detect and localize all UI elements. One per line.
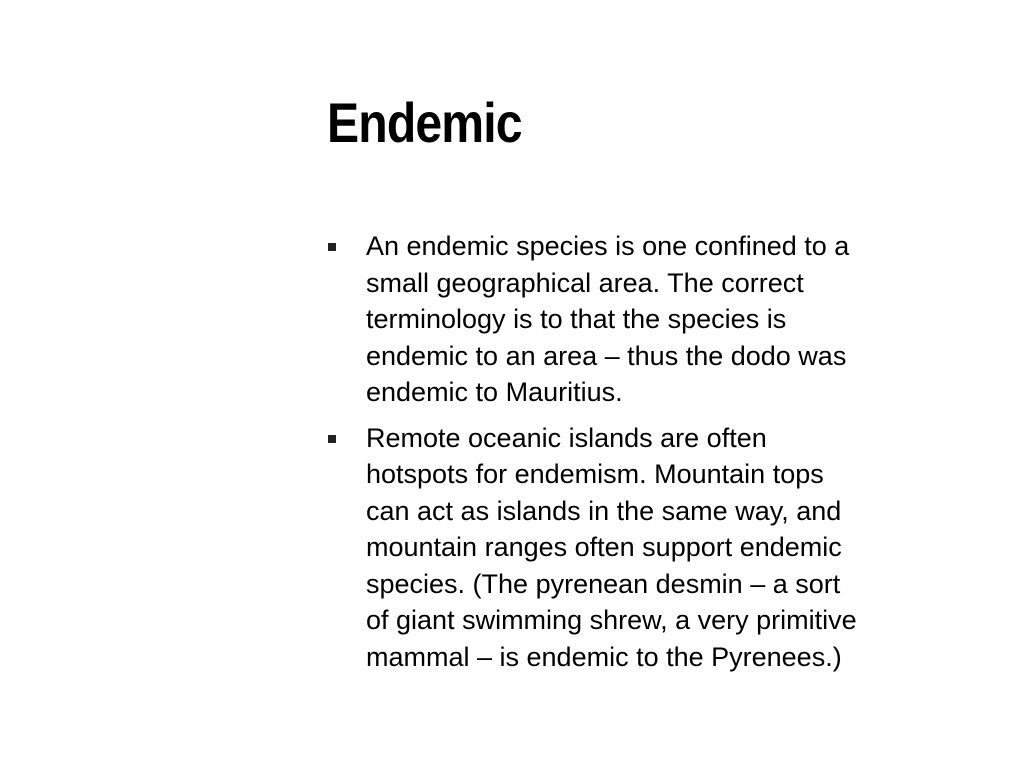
bullet-item-2 [325, 420, 990, 676]
bullet-list [325, 228, 990, 684]
square-bullet-icon [328, 243, 336, 251]
bullet-text-1: An endemic species is one confined to a small geographical area. The correct terminology is to that the species is endemic to an area – thus the dodo was endemic to Mauritius. [366, 231, 850, 407]
square-bullet-icon [328, 435, 336, 443]
bullet-item-1 [325, 228, 990, 411]
bullet-text-2: Remote oceanic islands are often hotspots for endemism. Mountain tops can act as islands in the same way, and mountain ranges often support endemic species. (The pyrenean desmin – a sort of giant swimming shrew, a very primitive mammal – is endemic to the Pyrenees.) [366, 422, 857, 672]
slide-title: Endemic [327, 91, 522, 154]
